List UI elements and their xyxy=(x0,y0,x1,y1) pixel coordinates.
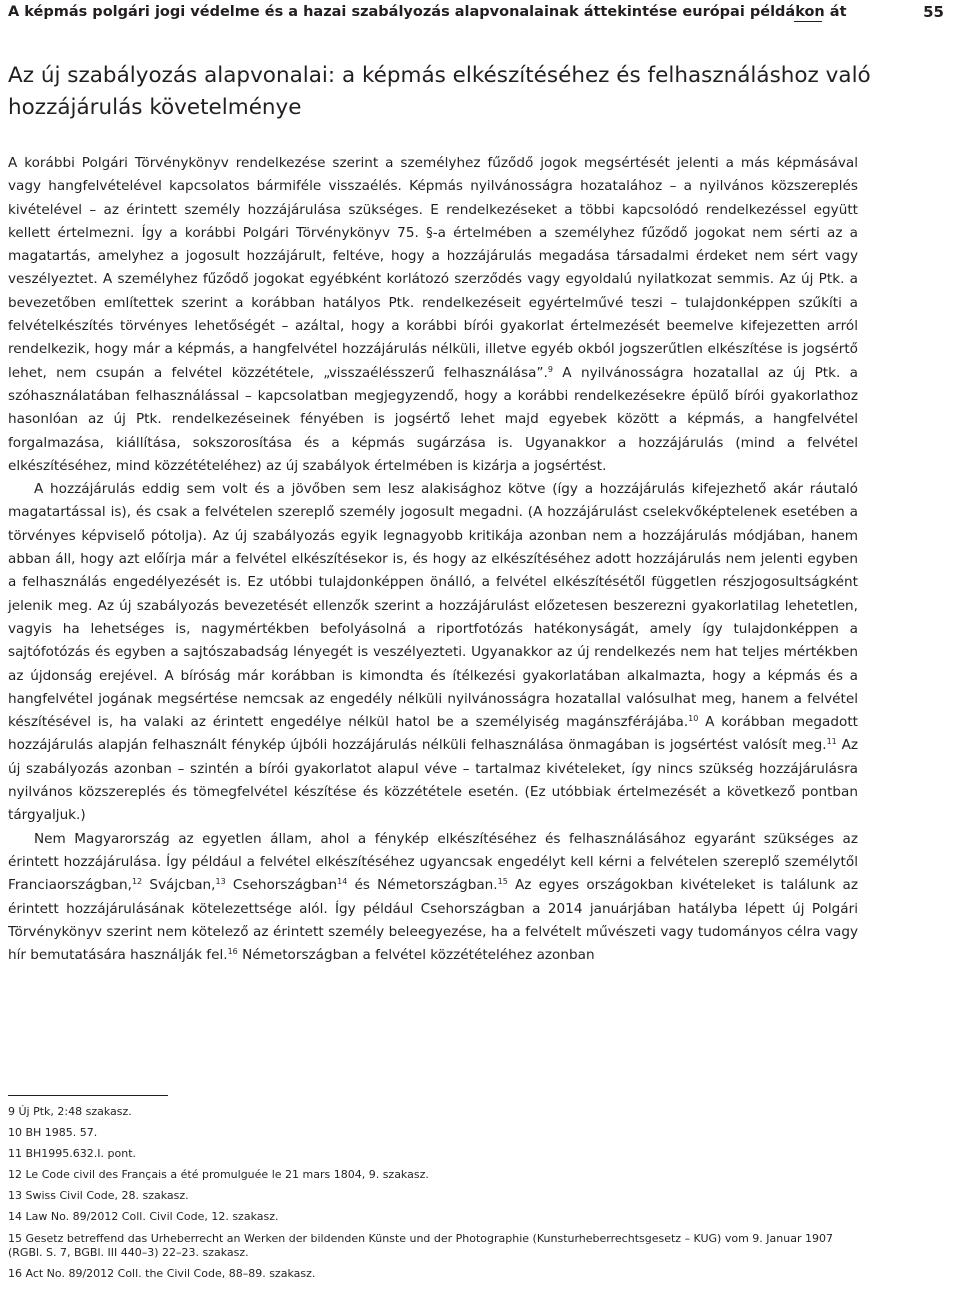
footnote-ref-11: 11 xyxy=(826,737,837,747)
footnote-9: 9 Új Ptk, 2:48 szakasz. xyxy=(8,1105,132,1118)
paragraph-2-middle: A korábban megadott hozzájárulás alapján felhasznált fénykép újbóli hozzájárulás nélküli felhasználása önmagában is jogsértést valósít meg. xyxy=(8,714,858,754)
paragraph-3-text-f: Németországban a felvétel közzétételéhez azonban xyxy=(237,947,595,964)
footnote-11: 11 BH1995.632.I. pont. xyxy=(8,1147,137,1161)
paragraph-3-text-e: Az egyes országokban kivételeket is találunk az érintett hozzájárulásának kötelezettsége alól. Így például Csehországban a 2014 januárjában hatályba lépett új Polgári Törvénykönyv szerint nem kötelező az érintett személy beleegyezése, ha a felvételt művészeti vagy tudományos célra vagy hír bemutatására használják fel. xyxy=(8,877,858,964)
paragraph-2 xyxy=(8,478,858,827)
page-number: 55 xyxy=(923,3,944,21)
paragraph-3-text-a: Nem Magyarország az egyetlen állam, ahol a fénykép elkészítéséhez és felhasználásához egyaránt szükséges az érintett hozzájárulása. Így például a felvétel elkészítéséhez ugyancsak engedélyt kell kérni a felvételen szereplő személytől Franciaországban, xyxy=(8,830,858,894)
footnote-ref-12: 12 xyxy=(131,877,143,887)
footnotes xyxy=(8,1105,858,1288)
paragraph-3-text-b: Svájcban, xyxy=(142,877,216,894)
footnote-12: 12 Le Code civil des Français a été promulguée le 21 mars 1804, 9. szakasz. xyxy=(8,1168,429,1182)
paragraph-2-text: A hozzájárulás eddig sem volt és a jövőben sem lesz alakisághoz kötve (így a hozzájárulás kifejezhető akár ráutaló magatartással is), és csak a felvételen szereplő személy jogosult megadni. (A hozzájárulást cselekvőképtelenek esetében a törvényes képviselő pótolja). Az új szabályozás egyik legnagyobb kritikája azonban nem a hozzájárulás módjában, hanem abban áll, hogy azt előírja már a felvétel elkészítésekor is, és hogy az elkészítéséhez adott hozzájárulás nem jelenti egyben a felhasználás engedélyezését is. Ez utóbbi tulajdonképpen önálló, a felvétel elkészítésétől független részjogosultságként jelenik meg. Az új szabályozás bevezetését ellenzők szerint a hozzájárulást előzetesen beszerezni gyakorlatilag lehetetlen, vagyis ha lehetséges is, nagymértékben befolyásolná a riportfotózás hatékonyságát, amely így tulajdonképpen a sajtófotózás és egyben a sajtószabadság lényegét is veszélyezteti. Ugyanakkor az új rendelkezés nem hat teljes mértékben az újdonság erejével. A bíróság már korábban is kimondta és ítélkezési gyakorlatában alkalmazta, hogy a képmás és a hangfelvétel jogának megsértése nemcsak az engedély nélküli nyilvánosságra hozatallal valósulhat meg, hanem a felvétel készítésével is, ha valaki az érintett engedélye nélkül hatol be a személyiség magánszférájába. xyxy=(8,481,858,731)
footnote-14: 14 Law No. 89/2012 Coll. Civil Code, 12. szakasz. xyxy=(8,1210,279,1224)
paragraph-1-text: A korábbi Polgári Törvénykönyv rendelkezése szerint a személyhez fűződő jogok megsértését jelenti a más képmásával vagy hangfelvételével kapcsolatos bármiféle visszaélés. Képmás nyilvánosságra hozatalához – a nyilvános közszereplés kivételével – az érintett személy hozzájárulása szükséges. E rendelkezéseket a többi kapcsolódó rendelkezéssel együtt kellett értelmezni. Így a korábbi Polgári Törvénykönyv 75. §-a értelmében a személyhez fűződő jogokat nem sérti az a magatartás, amelyhez a jogosult hozzájárult, feltéve, hogy a hozzájárulás megadása társadalmi érdeket nem sért vagy veszélyeztet. A személyhez fűződő jogokat egyébként korlátozó szerződés vagy egyoldalú nyilatkozat semmis. Az új Ptk. a bevezetőben említettek szerint a korábban hatályos Ptk. rendelkezéseit egyértelművé teszi – tulajdonképpen szűkíti a felvételkészítés törvényes lehetőségét – azáltal, hogy a korábbi bírói gyakorlat értelmezését beemelve kifejezetten arról rendelkezik, hogy már a képmás, a hangfelvétel hozzájárulás nélküli, illetve egyéb okból jogszerűtlen elkészítése is jogsértő lehet, nem csupán a felvétel közzététele, „visszaélésszerű felhasználása”. xyxy=(8,155,858,381)
section-title: Az új szabályozás alapvonalai: a képmás elkészítéséhez és felhasználáshoz való hozzájárulás követelménye xyxy=(8,63,871,120)
paragraph-3 xyxy=(8,828,858,968)
footnote-ref-14: 14 xyxy=(337,877,348,887)
footnote-13: 13 Swiss Civil Code, 28. szakasz. xyxy=(8,1189,189,1203)
footnote-10: 10 BH 1985. 57. xyxy=(8,1126,98,1140)
paragraph-2-end: Az új szabályozás azonban – szintén a bírói gyakorlatot alapul véve – tartalmaz kivételeket, így nincs szükség hozzájárulásra nyilvános közszereplés és tömegfelvétel készítése és közzététele esetén. (Ez utóbbiak értelmezését a következő pontban tárgyaljuk.) xyxy=(8,737,858,824)
paragraph-3-text-d: és Németországban. xyxy=(347,877,498,894)
footnote-ref-10: 10 xyxy=(688,714,699,724)
footnote-15: 15 Gesetz betreffend das Urheberrecht an Werken der bildenden Künste und der Photographie (Kunsturheberrechtsgesetz – KUG) vom 9. Januar 1907 (RGBl. S. 7, BGBl. III 440–3) 22–23. szakasz. xyxy=(8,1231,833,1260)
footnote-16: 16 Act No. 89/2012 Coll. the Civil Code, 88–89. szakasz. xyxy=(8,1267,316,1281)
footnote-ref-13: 13 xyxy=(215,877,226,887)
body-text xyxy=(8,152,858,967)
running-header xyxy=(8,2,948,24)
paragraph-1-continuation: A nyilvánosságra hozatallal az új Ptk. a szóhasználatában felhasználással – kapcsolatban megjegyzendő, hogy a korábbi rendelkezésekre épülő bírói gyakorlathoz hasonlóan az új Ptk. rendelkezéseinek fényében is jogsértő lehet majd egyebek között a képmás, a hangfelvétel forgalmazása, kiállítása, sokszorosítása és a képmás sugárzása is. Ugyanakkor a hozzájárulás (mind a felvétel elkészítéséhez, mind közzétételéhez) az új szabályok értelmében is kizárja a jogsértést. xyxy=(8,364,858,474)
footnote-ref-16: 16 xyxy=(227,947,238,957)
footnote-separator xyxy=(8,1095,168,1096)
footnote-ref-9: 9 xyxy=(547,364,553,374)
footnote-ref-15: 15 xyxy=(497,877,508,887)
header-rule xyxy=(794,21,822,22)
paragraph-3-text-c: Csehországban xyxy=(225,877,338,894)
running-header-title: A képmás polgári jogi védelme és a hazai szabályozás alapvonalainak áttekintése európai példákon át xyxy=(8,4,847,20)
paragraph-1 xyxy=(8,152,858,478)
